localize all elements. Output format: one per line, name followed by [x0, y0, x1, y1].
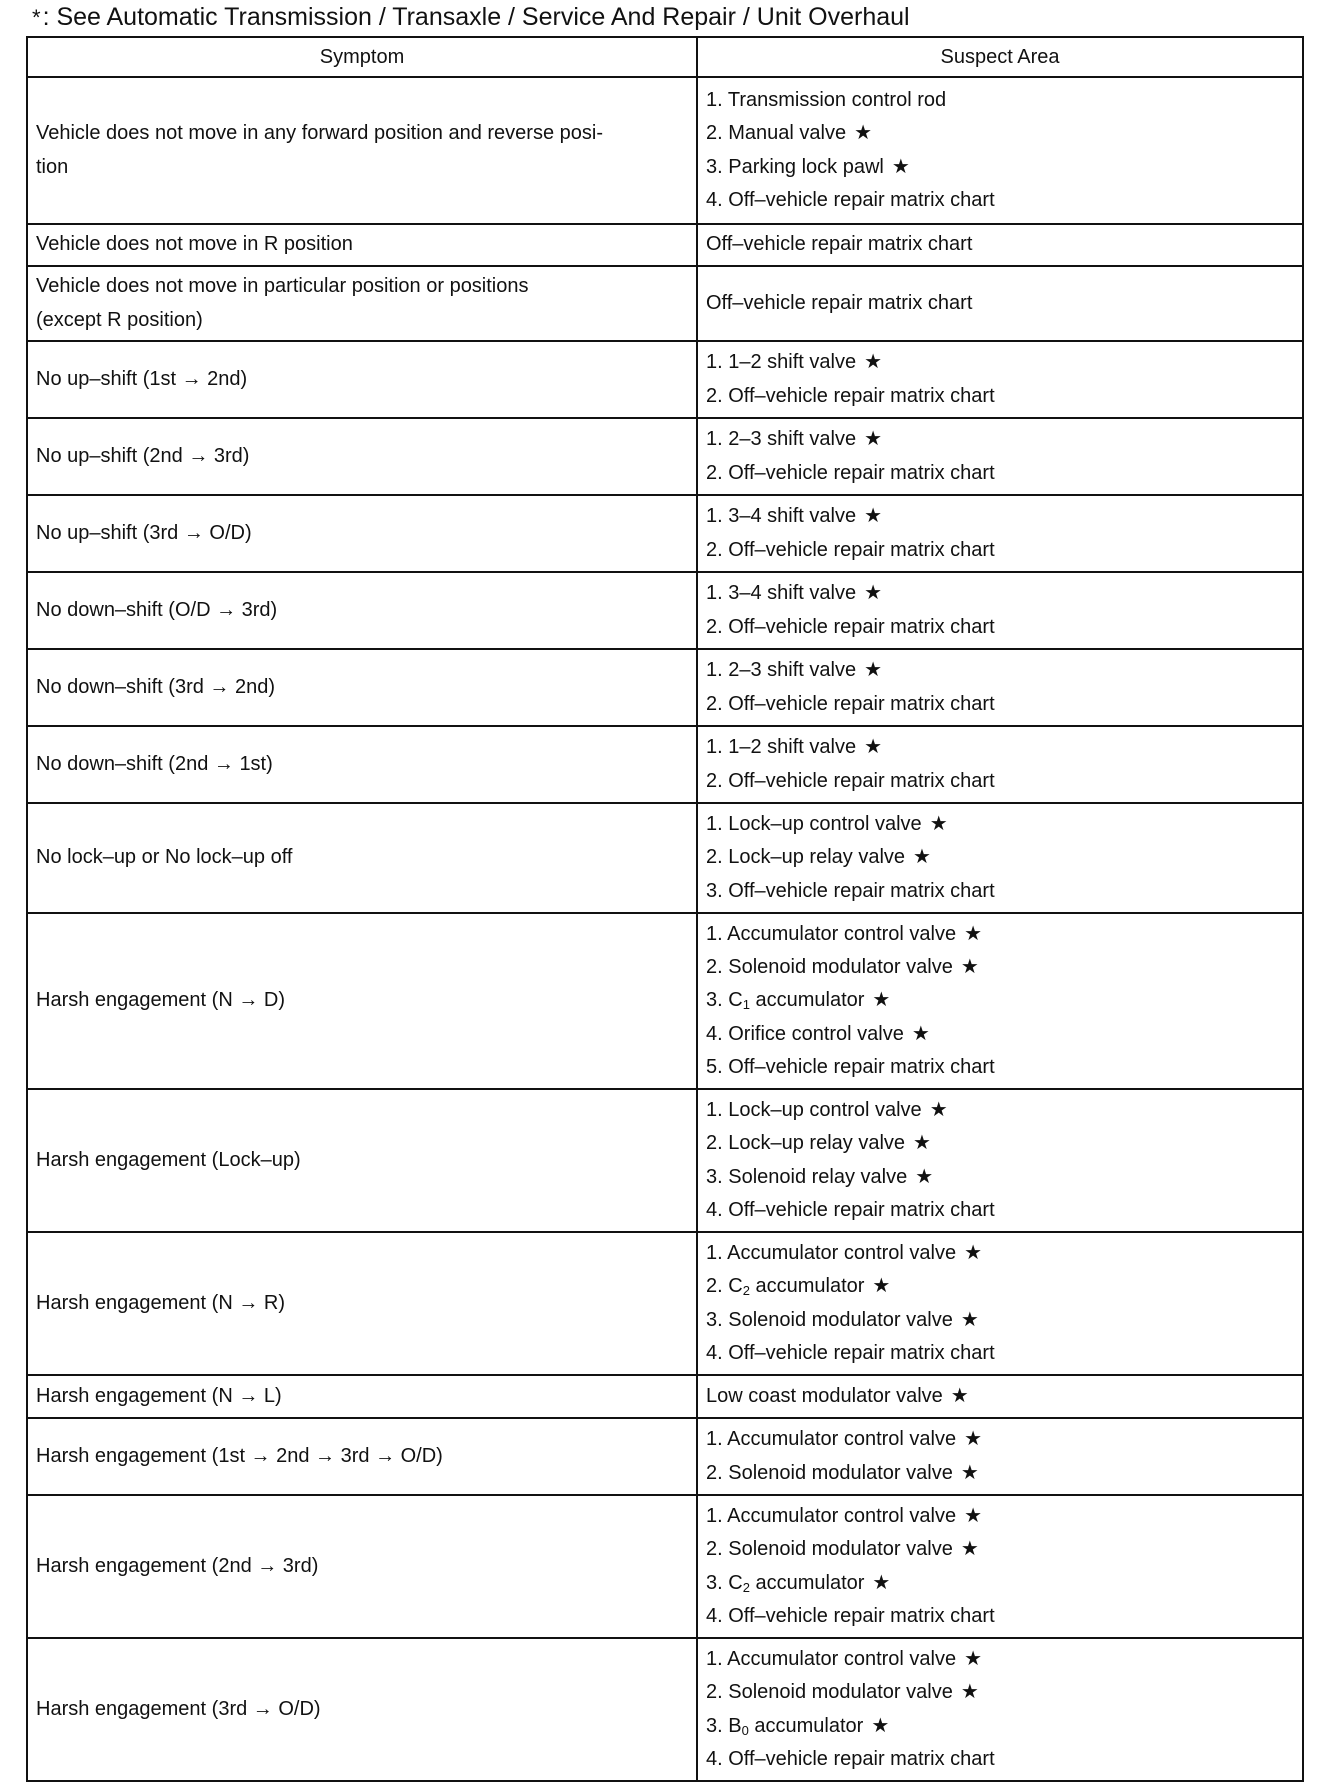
suspect-area-item — [706, 731, 1294, 764]
suspect-area-cell — [697, 1638, 1303, 1781]
symptom-cell — [27, 1638, 697, 1781]
star-icon: ★ — [864, 428, 883, 451]
table-row — [27, 1089, 1303, 1232]
suspect-area-cell — [697, 1375, 1303, 1418]
symptom-line: Harsh engagement (1st → 2nd → 3rd → O/D) — [36, 1444, 443, 1467]
item-text: Off–vehicle repair matrix chart — [706, 291, 973, 314]
symptom-line: No down–shift (O/D → 3rd) — [36, 598, 278, 621]
suspect-area-item — [706, 500, 1294, 533]
symptom-cell — [27, 418, 697, 495]
item-text: 1. 2–3 shift valve — [706, 659, 857, 682]
suspect-area-item — [706, 1337, 1294, 1370]
suspect-area-item — [706, 1237, 1294, 1270]
item-text: 4. Off–vehicle repair matrix chart — [706, 1747, 995, 1770]
symptom-line: Harsh engagement (2nd → 3rd) — [36, 1554, 319, 1577]
symptom-column-header: Symptom — [27, 37, 697, 77]
star-icon: ★ — [950, 1384, 969, 1407]
item-text-suffix: accumulator — [749, 989, 865, 1012]
suspect-area-item — [706, 151, 1294, 184]
suspect-area-item — [706, 765, 1294, 798]
suspect-area-item — [706, 1500, 1294, 1533]
item-text: 1. Accumulator control valve — [706, 1428, 957, 1451]
suspect-area-cell — [697, 1495, 1303, 1638]
item-text: 2. Off–vehicle repair matrix chart — [706, 384, 995, 407]
suspect-area-cell — [697, 1232, 1303, 1375]
suspect-area-item — [706, 1643, 1294, 1676]
item-text: 3. Parking lock pawl — [706, 155, 884, 178]
symptom-line: No up–shift (3rd → O/D) — [36, 521, 252, 544]
item-text: 1. Lock–up control valve — [706, 1099, 922, 1122]
suspect-area-item — [706, 1710, 1294, 1743]
table-header-row — [27, 37, 1303, 77]
table-row — [27, 418, 1303, 495]
suspect-area-cell — [697, 224, 1303, 266]
item-text: 2. Off–vehicle repair matrix chart — [706, 538, 995, 561]
symptom-line: (except R position) — [36, 308, 203, 331]
symptom-line: Vehicle does not move in any forward position and reverse posi- — [36, 122, 603, 145]
suspect-area-item — [706, 1676, 1294, 1709]
symptom-cell — [27, 1495, 697, 1638]
suspect-area-item — [706, 380, 1294, 413]
symptom-line: Harsh engagement (N → L) — [36, 1384, 282, 1407]
star-icon: ★ — [911, 1022, 930, 1045]
star-icon: ★ — [960, 1461, 979, 1484]
symptom-cell — [27, 224, 697, 266]
suspect-area-column-header: Suspect Area — [697, 37, 1303, 77]
item-text: 4. Off–vehicle repair matrix chart — [706, 188, 995, 211]
table-row — [27, 77, 1303, 224]
suspect-area-cell — [697, 495, 1303, 572]
item-text: 1. Accumulator control valve — [706, 1242, 957, 1265]
suspect-area-item — [706, 1018, 1294, 1051]
suspect-area-item — [706, 117, 1294, 150]
suspect-area-item — [706, 1270, 1294, 1303]
suspect-area-item — [706, 611, 1294, 644]
suspect-area-item — [706, 1743, 1294, 1776]
symptom-cell — [27, 913, 697, 1089]
item-text: 1. Accumulator control valve — [706, 922, 957, 945]
suspect-area-item — [706, 688, 1294, 721]
star-icon: ★ — [864, 582, 883, 605]
item-text: 2. Solenoid modulator valve — [706, 1538, 953, 1561]
star-icon: ★ — [960, 1681, 979, 1704]
item-text: 1. Accumulator control valve — [706, 1505, 957, 1528]
symptom-line: Harsh engagement (N → R) — [36, 1291, 285, 1314]
star-icon: ★ — [864, 736, 883, 759]
symptom-cell — [27, 77, 697, 224]
table-row — [27, 266, 1303, 341]
table-row — [27, 649, 1303, 726]
star-icon: ★ — [960, 1308, 979, 1331]
symptom-line: tion — [36, 155, 69, 178]
suspect-area-item — [706, 1533, 1294, 1566]
item-text: 2. Off–vehicle repair matrix chart — [706, 615, 995, 638]
item-text-suffix: accumulator — [748, 1714, 864, 1737]
suspect-area-item — [706, 287, 1294, 320]
symptom-line: Vehicle does not move in particular position or positions — [36, 275, 529, 298]
star-icon: ★ — [964, 1505, 983, 1528]
item-text: 1. Accumulator control valve — [706, 1648, 957, 1671]
item-text: 1. 2–3 shift valve — [706, 428, 857, 451]
suspect-area-item — [706, 1423, 1294, 1456]
star-icon: ★ — [913, 846, 931, 869]
symptom-cell — [27, 1089, 697, 1232]
item-text: 1. 3–4 shift valve — [706, 505, 857, 528]
suspect-area-item — [706, 951, 1294, 984]
item-text-prefix: 3. C — [706, 989, 743, 1012]
item-subscript: 1 — [742, 997, 750, 1013]
star-icon: ★ — [864, 659, 883, 682]
item-text: 4. Off–vehicle repair matrix chart — [706, 1341, 995, 1364]
item-text: 2. Solenoid modulator valve — [706, 956, 953, 979]
star-icon: ★ — [913, 1132, 931, 1155]
item-text: 2. Solenoid modulator valve — [706, 1461, 953, 1484]
table-row — [27, 803, 1303, 913]
item-text: 4. Off–vehicle repair matrix chart — [706, 1604, 995, 1627]
star-icon: ★ — [915, 1165, 934, 1188]
suspect-area-item — [706, 228, 1294, 261]
suspect-area-cell — [697, 649, 1303, 726]
symptom-cell — [27, 341, 697, 418]
item-text: 4. Off–vehicle repair matrix chart — [706, 1198, 995, 1221]
suspect-area-cell — [697, 341, 1303, 418]
suspect-area-cell — [697, 77, 1303, 224]
symptom-cell — [27, 1375, 697, 1418]
item-text: 2. Lock–up relay valve — [706, 846, 906, 869]
item-text: 2. Lock–up relay valve — [706, 1132, 906, 1155]
table-row — [27, 1418, 1303, 1495]
star-icon: ★ — [960, 956, 979, 979]
symptom-cell — [27, 649, 697, 726]
item-text-prefix: 3. C — [706, 1571, 743, 1594]
asterisk-mark: * — [32, 5, 41, 30]
suspect-area-cell — [697, 1089, 1303, 1232]
suspect-area-item — [706, 534, 1294, 567]
suspect-area-cell — [697, 1418, 1303, 1495]
star-icon: ★ — [871, 1714, 890, 1737]
suspect-area-item — [706, 1600, 1294, 1633]
star-icon: ★ — [960, 1538, 979, 1561]
item-text: 2. Solenoid modulator valve — [706, 1681, 953, 1704]
suspect-area-item — [706, 1161, 1294, 1194]
item-text-suffix: accumulator — [749, 1275, 865, 1298]
suspect-area-item — [706, 1304, 1294, 1337]
item-text: 1. 3–4 shift valve — [706, 582, 857, 605]
table-row — [27, 726, 1303, 803]
item-text: 2. Off–vehicle repair matrix chart — [706, 769, 995, 792]
star-icon: ★ — [864, 505, 883, 528]
star-icon: ★ — [872, 1571, 891, 1594]
suspect-area-cell — [697, 803, 1303, 913]
suspect-area-item — [706, 457, 1294, 490]
item-text-prefix: 2. C — [706, 1275, 743, 1298]
item-text: 2. Off–vehicle repair matrix chart — [706, 461, 995, 484]
symptom-line: Harsh engagement (N → D) — [36, 989, 285, 1012]
table-row — [27, 1495, 1303, 1638]
item-text: 1. 1–2 shift valve — [706, 351, 857, 374]
suspect-area-cell — [697, 266, 1303, 341]
item-text-prefix: 3. B — [706, 1714, 742, 1737]
repair-matrix-table — [26, 36, 1304, 1782]
symptom-cell — [27, 266, 697, 341]
symptom-cell — [27, 495, 697, 572]
symptom-line: Harsh engagement (Lock–up) — [36, 1148, 301, 1171]
suspect-area-item — [706, 184, 1294, 217]
star-icon: ★ — [964, 1242, 983, 1265]
item-subscript: 2 — [742, 1283, 750, 1299]
table-row — [27, 913, 1303, 1089]
item-subscript: 2 — [742, 1579, 750, 1595]
symptom-line: No up–shift (1st → 2nd) — [36, 367, 248, 390]
item-text: 4. Orifice control valve — [706, 1022, 904, 1045]
star-icon: ★ — [872, 989, 891, 1012]
suspect-area-item — [706, 423, 1294, 456]
suspect-area-cell — [697, 726, 1303, 803]
symptom-line: Harsh engagement (3rd → O/D) — [36, 1697, 321, 1720]
star-icon: ★ — [864, 351, 883, 374]
symptom-line: No down–shift (3rd → 2nd) — [36, 675, 276, 698]
table-row — [27, 495, 1303, 572]
symptom-cell — [27, 1232, 697, 1375]
item-text: 2. Off–vehicle repair matrix chart — [706, 692, 995, 715]
footnote-text: : See Automatic Transmission / Transaxle / Service And Repair / Unit Overhaul — [42, 3, 910, 31]
suspect-area-item — [706, 808, 1294, 841]
star-icon: ★ — [929, 1099, 948, 1122]
suspect-area-item — [706, 577, 1294, 610]
table-row — [27, 341, 1303, 418]
symptom-line: No lock–up or No lock–up off — [36, 846, 293, 869]
suspect-area-item — [706, 841, 1294, 874]
symptom-line: No down–shift (2nd → 1st) — [36, 752, 273, 775]
table-row — [27, 1232, 1303, 1375]
suspect-area-item — [706, 1094, 1294, 1127]
item-text: 1. Lock–up control valve — [706, 813, 922, 836]
star-icon: ★ — [964, 922, 983, 945]
suspect-area-item — [706, 1380, 1294, 1413]
item-text: 5. Off–vehicle repair matrix chart — [706, 1055, 995, 1078]
star-icon: ★ — [891, 155, 910, 178]
symptom-cell — [27, 803, 697, 913]
item-text: 1. Transmission control rod — [706, 89, 947, 112]
suspect-area-item — [706, 984, 1294, 1017]
suspect-area-cell — [697, 572, 1303, 649]
symptom-cell — [27, 1418, 697, 1495]
table-row — [27, 1375, 1303, 1418]
symptom-line: No up–shift (2nd → 3rd) — [36, 444, 250, 467]
suspect-area-item — [706, 875, 1294, 908]
table-row — [27, 1638, 1303, 1781]
item-subscript: 0 — [741, 1722, 749, 1738]
star-icon: ★ — [929, 813, 948, 836]
item-text: Low coast modulator valve — [706, 1384, 943, 1407]
star-icon: ★ — [964, 1428, 983, 1451]
suspect-area-item — [706, 84, 1294, 117]
symptom-cell — [27, 726, 697, 803]
symptom-cell — [27, 572, 697, 649]
item-text: 3. Solenoid relay valve — [706, 1165, 908, 1188]
suspect-area-item — [706, 346, 1294, 379]
table-row — [27, 572, 1303, 649]
item-text: 1. 1–2 shift valve — [706, 736, 857, 759]
suspect-area-item — [706, 1051, 1294, 1084]
star-icon: ★ — [854, 122, 873, 145]
suspect-area-cell — [697, 418, 1303, 495]
item-text: 3. Solenoid modulator valve — [706, 1308, 953, 1331]
suspect-area-item — [706, 1127, 1294, 1160]
item-text: 3. Off–vehicle repair matrix chart — [706, 879, 995, 902]
footnote — [32, 2, 910, 33]
symptom-line: Vehicle does not move in R position — [36, 233, 353, 256]
item-text: Off–vehicle repair matrix chart — [706, 233, 973, 256]
suspect-area-item — [706, 1194, 1294, 1227]
suspect-area-item — [706, 1567, 1294, 1600]
table-row — [27, 224, 1303, 266]
suspect-area-cell — [697, 913, 1303, 1089]
star-icon: ★ — [964, 1648, 983, 1671]
suspect-area-item — [706, 654, 1294, 687]
item-text-suffix: accumulator — [749, 1571, 865, 1594]
star-icon: ★ — [872, 1275, 891, 1298]
item-text: 2. Manual valve — [706, 122, 847, 145]
suspect-area-item — [706, 1457, 1294, 1490]
suspect-area-item — [706, 918, 1294, 951]
